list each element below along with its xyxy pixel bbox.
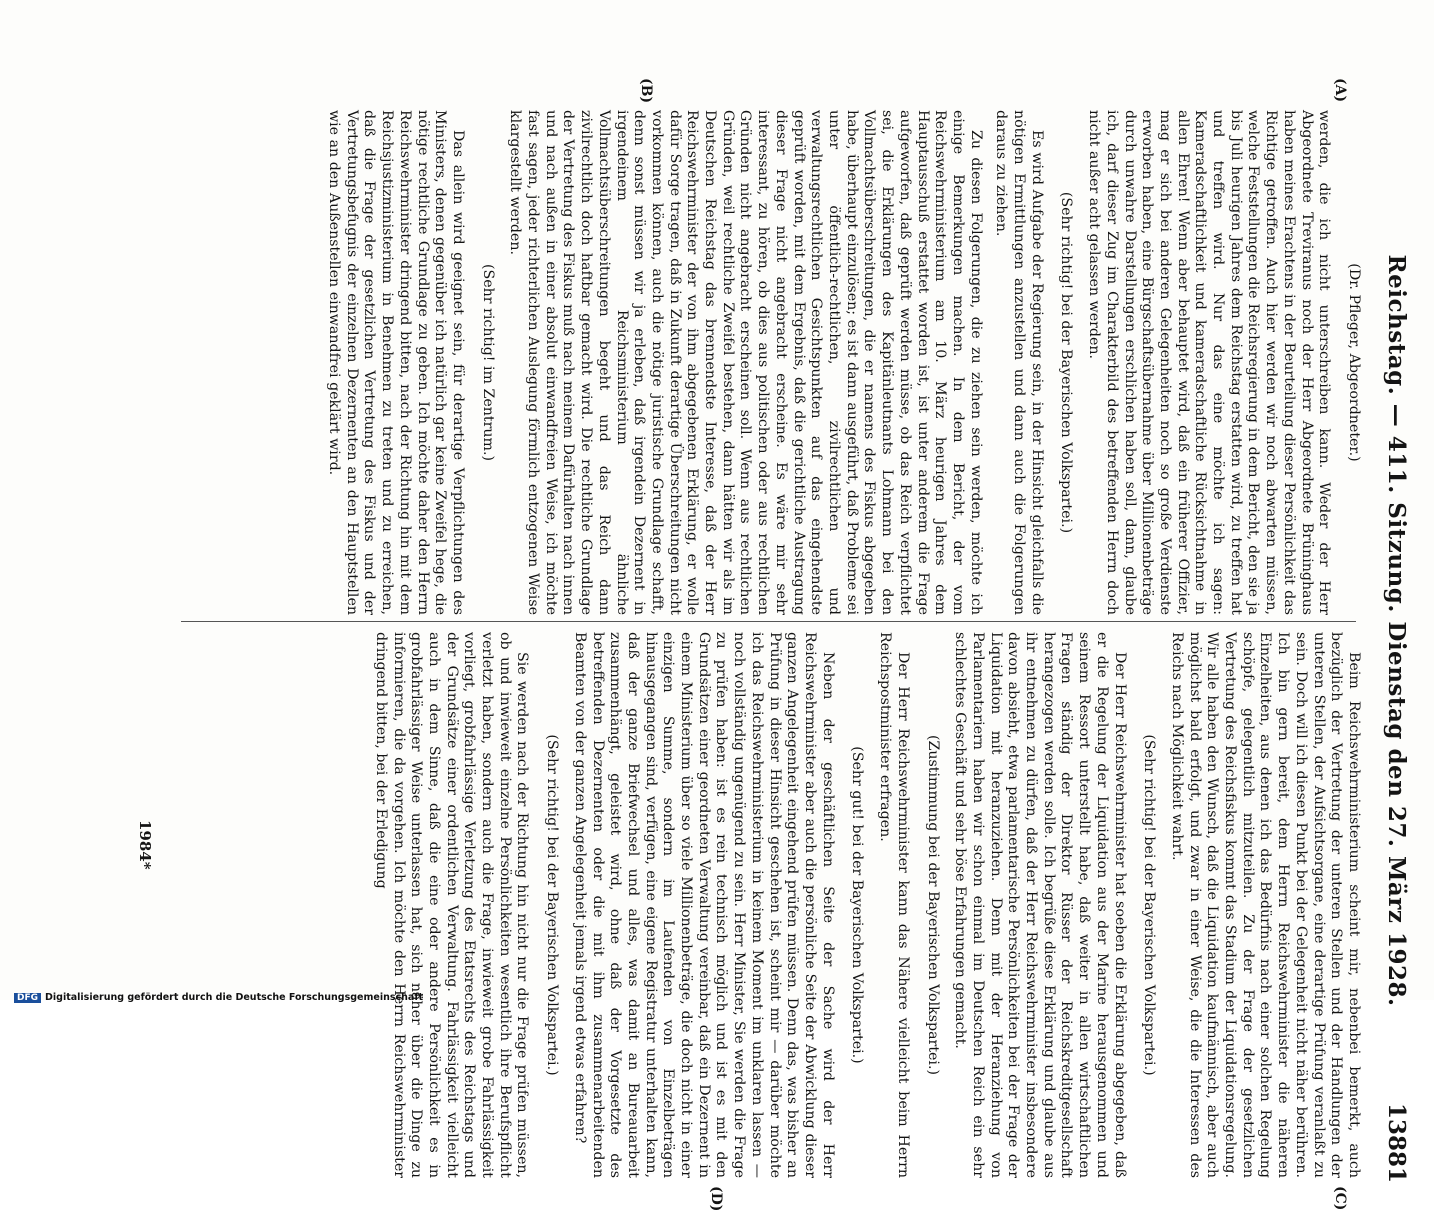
paragraph: Der Herr Reichswehrminister hat soeben die Erklärung abgegeben, daß er die Regelung der Liquidation aus der Marine herausgenommen und seinem Ressort unterstellt habe, daß weiter in allen wirtschaftlichen Fragen ständig der Direktor Rüsser der Reichskreditgesellschaft herangezogen werden solle. Ich begrüße diese Erklärung und glaube aus ihr entnehmen zu dürfen, daß der Herr Reichswehrminister insbesondere davon absieht, etwa parlamentarische Persönlichkeiten bei der Frage der Liquidation mit heranzuziehen. Denn mit der Heranziehung von Parlamentariern haben wir schon einmal im Deutschen Reich ein sehr schlechtes Geschäft und sehr böse Erfahrungen gemacht.	[952, 632, 1128, 1178]
paragraph: Es wird Aufgabe der Regierung sein, in der Hinsicht gleichfalls die nötigen Ermittlungen anzustellen und dann auch die Folgerungen daraus zu ziehen.	[993, 110, 1045, 615]
interjection: (Sehr richtig! im Zentrum.)	[479, 263, 496, 462]
page-header	[1374, 78, 1414, 1183]
speaker-label: (Dr. Pfleger, Abgeordneter.)	[1346, 263, 1362, 462]
interjection: (Sehr richtig! bei der Bayerischen Volkspartei.)	[1058, 191, 1075, 534]
margin-marker-d: (D)	[708, 1186, 724, 1211]
interjection: (Sehr gut! bei der Bayerischen Volkspartei.)	[849, 746, 866, 1064]
sheet-number: 1984*	[136, 820, 154, 870]
column-divider	[181, 621, 1356, 622]
margin-marker-a: (A)	[1332, 78, 1348, 103]
paragraph: Der Herr Reichswehrminister kann das Nähere vielleicht beim Herrn Reichspostminister erfragen.	[877, 632, 911, 1178]
interjection: (Sehr richtig! bei der Bayerischen Volkspartei.)	[544, 734, 561, 1076]
margin-marker-c: (C)	[1332, 1186, 1348, 1211]
dfg-logo: DFG	[14, 993, 41, 1003]
credit-text: Digitalisierung gefördert durch die Deutsche Forschungsgemeinschaft	[45, 992, 423, 1003]
digitization-credit	[0, 978, 423, 1003]
paragraph: Sie werden nach der Richtung hin nicht nur die Frage prüfen müssen, ob und inwieweit einzelne Persönlichkeiten wesentlich ihre Berufspflicht verletzt haben, sondern auch die Frage, inwieweit grobe Fahrlässigkeit vorliegt, grobfahrlässige Verletzung des Etatsrechts des Reichstags und der Grundsätze einer ordentlichen Verwaltung. Fahrlässigkeit vielleicht auch in dem Sinne, daß die eine oder andere Persönlichkeit es in grobfahrlässiger Weise unterlassen hat, sich näher über die Dinge zu informieren, die da vorgehen. Ich möchte den Herrn Reichswehrminister dringend bitten, bei der Erledigung	[372, 632, 531, 1178]
interjection: (Zustimmung bei der Bayerischen Volkspartei.)	[924, 734, 941, 1076]
paragraph: Zu diesen Folgerungen, die zu ziehen sein werden, möchte ich einige Bemerkungen machen. In dem Bericht, der vom Reichswehrministerium am 10. März heurigen Jahres dem Hauptausschuß erstattet worden ist, ist unter anderem die Frage aufgeworfen, daß geprüft werden müsse, ob das Reich verpflichtet sei, die Erklärungen des Kapitänleutnants Lohmann bei den Vollmachtsüberschreitungen, die er namens des Fiskus abgegeben habe, überhaupt einzulösen; es ist dann ausgeführt, daß Probleme sei unter öffentlich-rechtlichen, zivilrechtlichen und verwaltungsrechtlichen Gesichtspunkten auf das eingehendste geprüft worden, mit dem Ergebnis, daß die gerichtliche Austragung dieser Frage nicht angebracht erscheine. Es wäre mir sehr interessant, zu hören, ob dies aus politischen oder aus rechtlichen Gründen nicht angebracht erscheinen soll. Wenn aus rechtlichen Gründen, weil rechtliche Zweifel bestehen, dann hätten wir als im Deutschen Reichstag das brennendste Interesse, daß der Herr Reichswehrminister der von ihm abgegebenen Erklärung, er wolle dafür Sorge tragen, daß in Zukunft derartige Überschreitungen nicht vorkommen können, auch die nötige juristische Grundlage schafft, denn sonst müssen wir ja erleben, daß irgendein Dezernent in irgendeinem Reichsministerium ähnliche Vollmachtsüberschreitungen begeht und das Reich dann zivilrechtlich doch haftbar gemacht wird. Die rechtliche Grundlage der Vertretung des Fiskus muß nach meinem Dafürhalten nach innen und nach außen in einer absolut einwandfreien Weise, ich möchte fast sagen, jeder richterlichen Auslegung förmlich entzogenen Weise klargestellt werden.	[507, 110, 984, 615]
paragraph: Das allein wird geeignet sein, für derartige Verpflichtungen des Ministers, denen gegenüber ich natürlich gar keine Zweifel hege, die nötige rechtliche Grundlage zu geben. Ich möchte daher den Herrn Reichswehrminister dringend bitten, nach der Richtung hin mit dem Reichsjustizministerium in Benehmen zu treten und zu erreichen, daß die Frage der gesetzlichen Vertretung des Fiskus und der Vertretungsbefugnis der einzelnen Dezernenten an den Hauptstellen wie an den Außenstellen einwandfrei geklärt wird.	[326, 110, 466, 615]
paragraph: Neben der geschäftlichen Seite der Sache wird der Herr Reichswehrminister aber auch die persönliche Seite der Abwicklung dieser ganzen Angelegenheit eingehend prüfen müssen. Denn das, was bisher an Prüfung in dieser Hinsicht geschehen ist, scheint mir — darüber möchte ich das Reichswehrministerium in keinem Moment im unklaren lassen — noch vollständig ungenügend zu sein. Herr Minister, Sie werden die Frage zu prüfen haben: ist es rein technisch möglich und ist es mit den Grundsätzen einer geordneten Verwaltung vereinbar, daß ein Dezernent in einem Ministerium über so viele Millionenbeträge, die doch nicht in einer einzigen Summe, sondern im Laufenden von Einzelbeträgen hinausgegangen sind, verfügen, eine eigene Registratur unterhalten kann, daß der ganze Briefwechsel und alles, was damit an Bureauarbeit zusammenhängt, geleistet wird, ohne daß der Vorgesetzte des betreffenden Dezernenten oder die mit ihm zusammenarbeitenden Beamten von der ganzen Angelegenheit jemals irgend etwas erfahren?	[571, 632, 836, 1178]
paragraph: werden, die ich nicht unterschreiben kann. Weder der Herr Abgeordnete Treviranus noch der Herr Abgeordnete Brüninghaus haben meines Erachtens in der Beurteilung dieser Persönlichkeit das Richtige getroffen. Auch hier werden wir noch abwarten müssen, welche Feststellungen die Reichsregierung in dem Bericht, den sie ja bis Juli heurigen Jahres dem Reichstag erstatten wird, zu treffen hat und treffen wird. Nur das eine möchte ich sagen: Kameradschaftlichkeit und kameradschaftliche Rücksichtnahme in allen Ehren! Wenn aber behauptet wird, daß ein früherer Offizier, mag er sich bei anderen Gelegenheiten noch so große Verdienste erworben haben, eine Bürgschaftsübernahme über Millionenbeträge durch unwahre Darstellungen erschlichen haben soll, dann, glaube ich, darf dieser Zug im Charakterbild des betreffenden Herrn doch nicht außer acht gelassen werden.	[1086, 110, 1333, 615]
paragraph: Beim Reichswehrministerium scheint mir, nebenbei bemerkt, auch bezüglich der Vertretung der unteren Stellen und der Handlungen der unteren Stellen, der Aufsichtsorgane, eine derartige Prüfung veranlaßt zu sein. Doch will ich diesen Punkt bei der Gelegenheit nicht näher berühren. Ich bin gern bereit, dem Herrn Reichswehrminister die näheren Einzelheiten, aus denen ich das Bedürfnis nach einer solchen Regelung schöpfe, gelegentlich mitzuteilen. Zu der Frage der gesetzlichen Vertretung des Reichsfiskus kommt das Stadium der Liquidationsregelung. Wir alle haben den Wunsch, daß die Liquidation kaufmännisch, aber auch möglichst bald erfolgt, und zwar in einer Weise, die die Interessen des Reichs nach Möglichkeit wahrt.	[1168, 632, 1362, 1178]
margin-marker-b: (B)	[638, 78, 654, 104]
left-column	[316, 110, 1362, 615]
interjection: (Sehr richtig! bei der Bayerischen Volkspartei.)	[1141, 734, 1158, 1076]
right-column	[363, 632, 1362, 1178]
page-number: 13881	[1383, 1102, 1410, 1183]
page-title: Reichstag. — 411. Sitzung. Dienstag den 27. März 1928.	[1383, 254, 1410, 1007]
